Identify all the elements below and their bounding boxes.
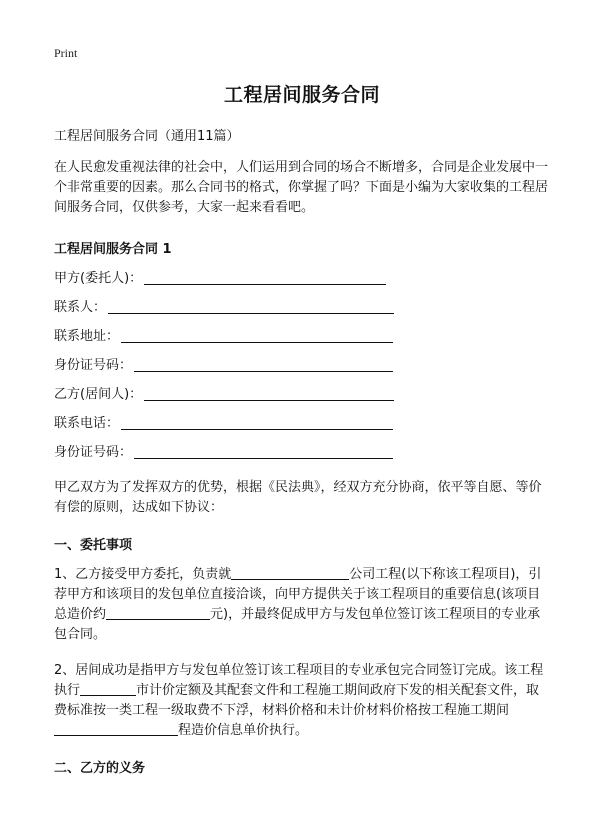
party-a-field <box>54 269 550 298</box>
clause-text: 市计价定额及其配套文件和工程施工期间政府下发的相关配套文件，取费标准按一类工程一级取费不下浮，材料价格和未计价材料价格按工程施工期间 <box>54 683 540 718</box>
page-title: 工程居间服务合同 <box>223 84 380 106</box>
field-label: 身份证号码： <box>54 358 133 373</box>
fill-line <box>121 414 393 430</box>
fill-line <box>144 269 386 285</box>
fill-blank <box>54 721 178 736</box>
fill-blank <box>106 605 210 620</box>
party-b-field <box>54 385 550 414</box>
intro-paragraph: 在人民愈发重视法律的社会中，人们运用到合同的场合不断增多，合同是企业发展中一个非常重要的因素。那么合同书的格式，你掌握了吗？下面是小编为大家收集的工程居间服务合同，仅供参考，大家一起来看看吧。 <box>54 160 549 215</box>
field-label: 联系人： <box>54 300 107 315</box>
clause-text: 公司工程(以下称该工程项目)，引荐甲方和该项目的发包单位直接洽谈，向甲方提供关于该工程项目的重要信息(该项目总造价约 <box>54 567 542 622</box>
fill-line <box>134 356 393 372</box>
contact-address-field <box>54 327 550 356</box>
id-number-a-field <box>54 356 550 385</box>
clause-1 <box>54 565 550 645</box>
fill-line <box>134 443 393 459</box>
id-number-b-field <box>54 443 550 472</box>
clause-text: 1、乙方接受甲方委托，负责就 <box>54 567 232 582</box>
document-subtitle: 工程居间服务合同（通用11篇） <box>54 129 240 144</box>
clause-text: 元)，并最终促成甲方与发包单位签订该工程项目的专业承包合同。 <box>54 607 541 642</box>
field-label: 身份证号码： <box>54 445 133 460</box>
field-label: 甲方(委托人)： <box>54 271 143 286</box>
fill-line <box>121 327 393 343</box>
field-label: 乙方(居间人)： <box>54 387 143 402</box>
contact-person-field <box>54 298 550 327</box>
field-label: 联系电话： <box>54 416 120 431</box>
phone-field <box>54 414 550 443</box>
section-heading-1: 一、委托事项 <box>54 538 133 553</box>
clause-text: 程造价信息单价执行。 <box>178 723 309 738</box>
fill-blank <box>80 681 136 696</box>
section-heading-2: 二、乙方的义务 <box>54 761 146 776</box>
fill-line <box>144 385 394 401</box>
clause-text: 2、居间成功是指甲方与发包单位签订该工程项目的专业承包完合同签订完成。该工程执行 <box>54 663 544 698</box>
fill-line <box>108 298 394 314</box>
print-link[interactable]: Print <box>54 46 78 60</box>
fill-blank <box>231 565 349 580</box>
agreement-paragraph: 甲乙双方为了发挥双方的优势，根据《民法典》，经双方充分协商，依平等自愿、等价有偿的原则，达成如下协议： <box>54 480 542 515</box>
document <box>54 80 550 788</box>
contract-heading: 工程居间服务合同 1 <box>54 242 172 257</box>
clause-2 <box>54 661 550 741</box>
field-label: 联系地址： <box>54 329 120 344</box>
